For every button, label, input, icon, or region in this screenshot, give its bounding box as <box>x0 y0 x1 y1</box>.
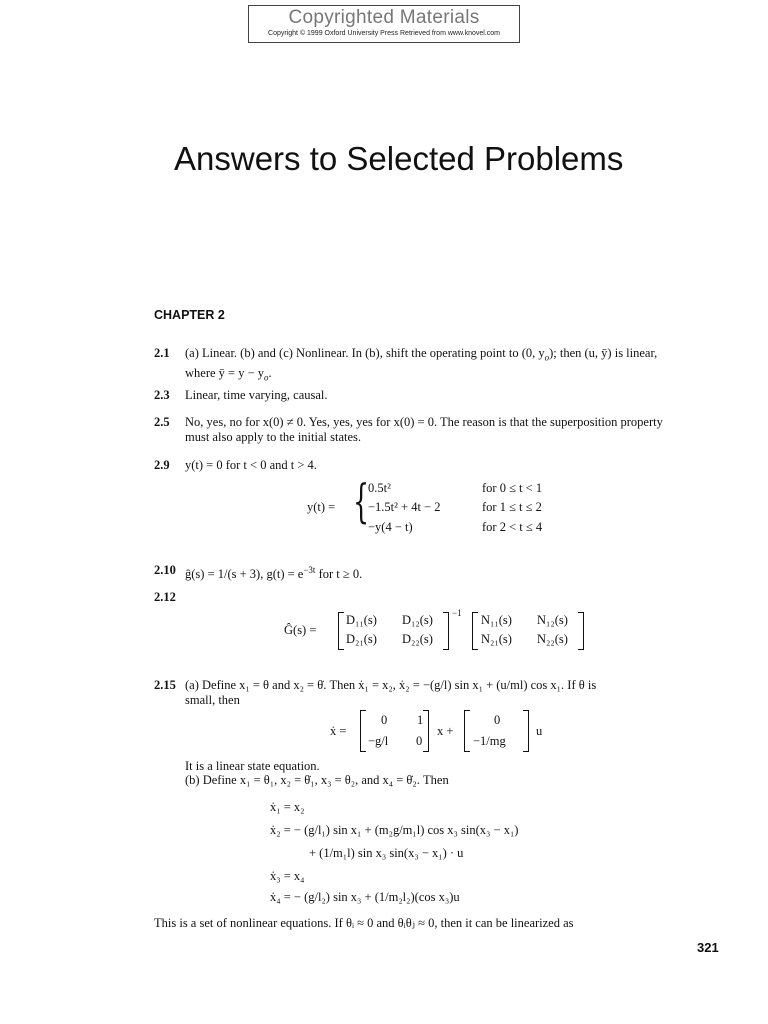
matrix-bracket <box>464 710 470 752</box>
matrix-cell: 0 <box>381 713 388 727</box>
piecewise-expr: 0.5t² <box>368 481 391 495</box>
matrix-cell: D₁₁(s) <box>346 613 377 627</box>
matrix-bracket <box>523 710 529 752</box>
problem-text: Linear, time varying, causal. <box>185 388 328 402</box>
matrix-cell: −g/l <box>368 734 389 748</box>
equation-line: ẋ₁ = x₂ <box>270 800 305 814</box>
page-heading: Answers to Selected Problems <box>174 140 624 177</box>
problem-2-15 <box>154 678 720 708</box>
piecewise-cond: for 0 ≤ t < 1 <box>482 481 543 495</box>
problem-2-10 <box>154 563 720 582</box>
piecewise-expr: −1.5t² + 4t − 2 <box>368 500 441 514</box>
problem-text: (b) Define x₁ = θ₁, x₂ = θ̇₁, x₃ = θ₂, and x₄ = θ̇₂. Then <box>185 773 449 787</box>
equation-line: ẋ₂ = − (g/l₁) sin x₁ + (m₂g/m₁l) cos x₃ sin(x₃ − x₁) <box>270 823 519 837</box>
piecewise-cond: for 2 < t ≤ 4 <box>482 520 543 534</box>
matrix-cell: 0 <box>416 734 423 748</box>
matrix-cell: N₂₁(s) <box>481 632 512 646</box>
problem-text: ); then (u, ȳ) is linear, <box>549 346 658 360</box>
matrix-cell: D₂₂(s) <box>402 632 433 646</box>
banner-title: Copyrighted Materials <box>288 7 480 28</box>
page-number: 321 <box>697 940 719 955</box>
problem-2-3 <box>154 388 720 403</box>
matrix-bracket <box>423 710 429 752</box>
chapter-heading: CHAPTER 2 <box>154 308 225 322</box>
problem-2-5 <box>154 415 720 445</box>
problem-number: 2.15 <box>154 678 176 692</box>
matrix-bracket <box>443 612 449 650</box>
problem-number: 2.10 <box>154 563 176 577</box>
matrix-bracket <box>578 612 584 650</box>
equation-line: ẋ₄ = − (g/l₂) sin x₃ + (1/m₂l₂)(cos x₃)u <box>270 890 460 904</box>
matrix-cell: D₁₂(s) <box>402 613 433 627</box>
problem-number: 2.9 <box>154 458 170 472</box>
problem-2-9 <box>154 458 720 473</box>
problem-text: y(t) = 0 for t < 0 and t > 4. <box>185 458 317 472</box>
matrix-cell: N₁₂(s) <box>537 613 568 627</box>
matrix-cell: −1/mg <box>473 734 506 748</box>
problem-text: It is a linear state equation. <box>185 759 320 773</box>
problem-text: (a) Define x₁ = θ and x₂ = θ̇. Then ẋ₁ = x₂, ẋ₂ = −(g/l) sin x₁ + (u/ml) cos x₁. If θ is <box>185 678 597 692</box>
matrix-cell: 1 <box>417 713 424 727</box>
problem-2-1: 2.1 (a) Linear. (b) and (c) Nonlinear. In (b), shift the operating point to (0, $y_o$); then (u, ȳ) is linear, where ȳ = $y - y_o$. <box>154 346 658 382</box>
problem-text: No, yes, no for x(0) ≠ 0. Yes, yes, yes for x(0) = 0. The reason is that the superposition property <box>185 415 663 429</box>
problem-text: small, then <box>185 693 240 707</box>
state-eq-lhs: ẋ = <box>330 724 347 738</box>
matrix-bracket <box>472 612 478 650</box>
matrix-cell: 0 <box>494 713 501 727</box>
problem-text: where ȳ = y − y <box>185 365 265 380</box>
matrix-cell: N₂₂(s) <box>537 632 568 646</box>
problem-number: 2.3 <box>154 388 170 402</box>
exponent: −3t <box>303 565 316 575</box>
problem-number: 2.5 <box>154 415 170 429</box>
problem-text: must also apply to the initial states. <box>185 430 362 444</box>
matrix-bracket <box>338 612 344 650</box>
matrix-cell: D₂₁(s) <box>346 632 377 646</box>
copyright-banner <box>248 5 520 43</box>
state-eq-u: u <box>536 724 543 738</box>
piecewise-cond: for 1 ≤ t ≤ 2 <box>482 500 542 514</box>
matrix-cell: N₁₁(s) <box>481 613 512 627</box>
problem-text: ĝ(s) = 1/(s + 3), g(t) = e <box>185 567 304 582</box>
problem-number: 2.12 <box>154 590 176 604</box>
piecewise-lhs: y(t) = <box>307 500 336 514</box>
problem-text: for t ≥ 0. <box>315 567 363 582</box>
piecewise-brace: { <box>353 474 370 528</box>
problem-text: This is a set of nonlinear equations. If θᵢ ≈ 0 and θᵢθⱼ ≈ 0, then it can be linearized as <box>154 916 574 930</box>
banner-subtitle: Copyright © 1999 Oxford University Press Retrieved from www.knovel.com <box>268 30 500 37</box>
matrix-bracket <box>360 710 366 752</box>
piecewise-expr: −y(4 − t) <box>368 520 413 534</box>
inverse-superscript: −1 <box>452 608 462 618</box>
state-eq-x: x + <box>437 724 454 738</box>
equation-line: + (1/m₁l) sin x₃ sin(x₃ − x₁) · u <box>309 846 464 860</box>
problem-text: (a) Linear. (b) and (c) Nonlinear. In (b), shift the operating point to (0, y <box>185 346 545 360</box>
equation-line: ẋ₃ = x₄ <box>270 869 305 883</box>
problem-number: 2.1 <box>154 346 170 360</box>
matrix-eq-lhs: Ĝ(s) = <box>284 623 317 637</box>
